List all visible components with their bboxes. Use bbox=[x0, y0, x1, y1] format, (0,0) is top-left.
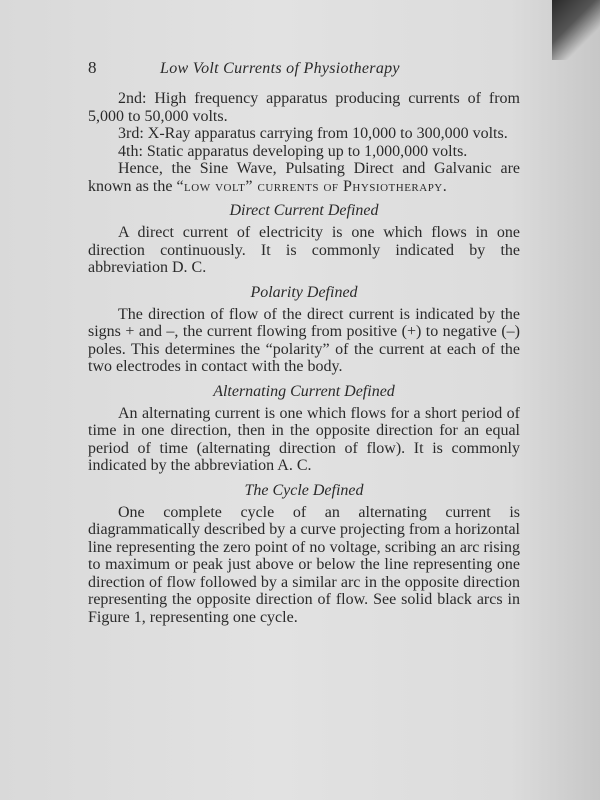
section-heading-cycle: The Cycle Defined bbox=[244, 481, 364, 499]
section-body-polarity: The direction of flow of the direct current is indicated by the signs + and –, the current flowing from positive (+) to negative (–) poles. This determines the “polarity” of the current at each of the two electrodes in contact with the body. bbox=[88, 305, 520, 375]
running-title: Low Volt Currents of Physiotherapy bbox=[160, 60, 400, 77]
section-body-direct-current: A direct current of electricity is one which flows in one direction continuously. It is commonly indicated by the abbreviation D. C. bbox=[88, 224, 520, 276]
page-corner-shadow bbox=[552, 0, 600, 60]
hence-end: . bbox=[442, 177, 447, 195]
section-heading-direct-current: Direct Current Defined bbox=[229, 202, 379, 219]
page-number: 8 bbox=[88, 58, 97, 77]
list-item-2nd: 2nd: High frequency apparatus producing currents of from 5,000 to 50,000 volts. bbox=[88, 90, 520, 125]
list-item-4th: 4th: Static apparatus developing up to 1,000,000 volts. bbox=[118, 142, 468, 160]
section-heading-polarity: Polarity Defined bbox=[250, 283, 358, 301]
section-body-cycle: One complete cycle of an alternating current is diagrammatically described by a curve projecting from a horizontal line representing the zero point of no voltage, scribing an arc rising to maximum or peak just above or below the line representing one direction of flow followed by a similar arc in the opposite direction representing the opposite direction of flow. See solid black arcs in Figure 1, representing one cycle. bbox=[88, 503, 520, 626]
page-header bbox=[88, 58, 520, 84]
hence-paragraph bbox=[88, 160, 520, 195]
hence-text: Hence, the Sine Wave, Pulsating Direct and Galvanic are known as the bbox=[88, 160, 520, 195]
hence-smallcaps: “low volt” currents of Physiotherapy bbox=[176, 177, 443, 195]
page-content bbox=[88, 58, 520, 626]
section-heading-alternating-current: Alternating Current Defined bbox=[213, 382, 395, 400]
section-body-alternating-current: An alternating current is one which flows for a short period of time in one direction, then in the opposite direction for an equal period of time (alternating direction of flow). It is commonly indicated by the abbreviation A. C. bbox=[88, 404, 520, 474]
list-item-3rd: 3rd: X-Ray apparatus carrying from 10,000 to 300,000 volts. bbox=[118, 125, 508, 142]
